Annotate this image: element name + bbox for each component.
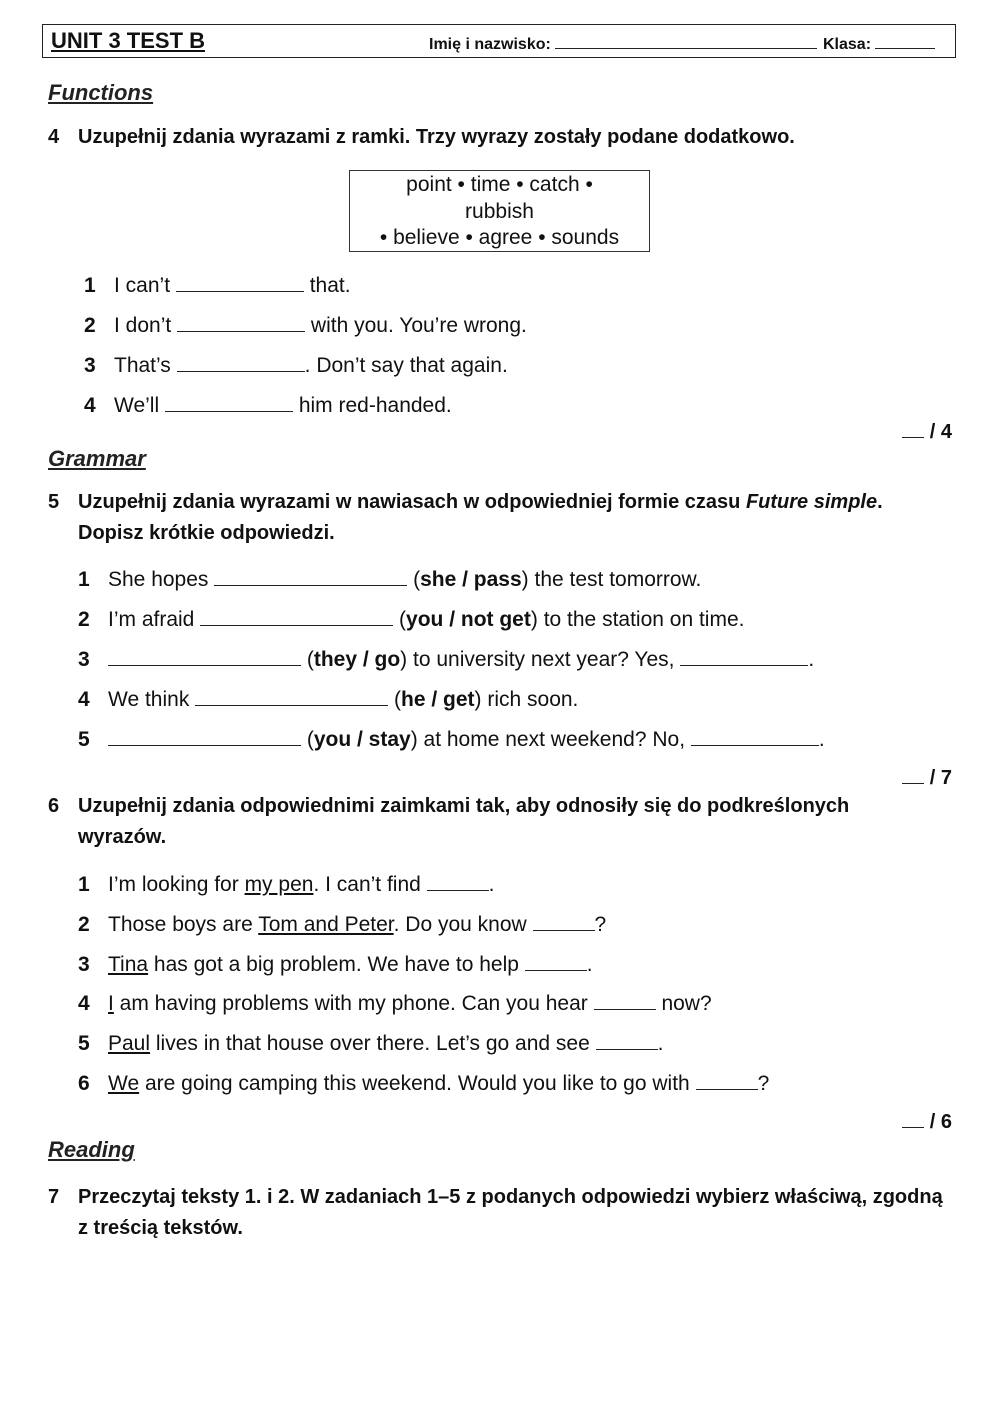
item-text: . Do you know [393, 913, 527, 936]
instruction-text: Uzupełnij zdania odpowiednimi zaimkami tak, aby odnosiły się do podkreślonych wyrazów. [78, 795, 850, 848]
item-text: . [657, 1032, 664, 1055]
pronoun-blank[interactable] [594, 991, 656, 1010]
item-text: I don’t [114, 314, 172, 337]
answer-blank[interactable] [214, 567, 407, 586]
verb-hint: they / go [313, 648, 401, 671]
item-text: We think [108, 688, 190, 711]
item-text: I can’t [114, 274, 171, 297]
item-number: 1 [78, 568, 90, 591]
section-functions: Functions [48, 80, 154, 105]
item-text: I’m afraid [108, 608, 195, 631]
item-text: that. [309, 274, 351, 297]
class-line[interactable] [875, 34, 935, 49]
short-answer-blank[interactable] [680, 647, 808, 666]
short-answer-blank[interactable] [691, 727, 819, 746]
task6-item-2 [78, 912, 606, 937]
answer-blank[interactable] [200, 607, 393, 626]
item-text: ? [594, 913, 607, 936]
task5-item-2: 2 I’m afraid (you / not get) to the station on time. [78, 608, 745, 631]
item-number: 3 [78, 648, 90, 671]
item-text: are going camping this weekend. Would you like to go with [139, 1072, 690, 1095]
word-box-line: point • time • catch • [406, 173, 593, 196]
name-label: Imię i nazwisko: [429, 36, 551, 53]
item-number: 2 [78, 913, 90, 936]
item-text: We’ll [114, 394, 160, 417]
answer-blank[interactable] [177, 353, 305, 372]
underlined-referent: Tina [108, 953, 149, 976]
name-field[interactable] [429, 34, 817, 54]
score-max: / 7 [929, 767, 952, 789]
item-text: . I can’t find [313, 873, 421, 896]
underlined-referent: Tom and Peter [258, 913, 394, 936]
item-text: Those boys are [108, 913, 259, 936]
item-text: rich soon. [487, 688, 579, 711]
answer-blank[interactable] [108, 647, 301, 666]
underlined-referent: I [108, 992, 114, 1015]
item-number: 1 [84, 274, 96, 297]
task5-item-3: 3 (they / go) to university next year? Yes, . [78, 648, 815, 671]
task4-item-1 [84, 273, 351, 298]
task4-item-4 [84, 393, 452, 418]
task-number: 5 [48, 491, 60, 513]
answer-blank[interactable] [165, 393, 293, 412]
instruction-part: . Dopisz krótkie odpowiedzi. [78, 491, 883, 544]
item-text: has got a big problem. We have to help [148, 953, 519, 976]
task6-item-3 [78, 952, 593, 977]
verb-hint: you / not get [406, 608, 531, 631]
pronoun-blank[interactable] [533, 912, 595, 931]
item-number: 4 [84, 394, 96, 417]
instruction-italic: Future simple [745, 491, 878, 513]
item-number: 4 [78, 688, 90, 711]
item-text: lives in that house over there. Let’s go and see [150, 1032, 590, 1055]
item-text: ? [757, 1072, 770, 1095]
test-title: UNIT 3 TEST B [51, 28, 206, 53]
item-text: I’m looking for [108, 873, 245, 896]
instruction-part: Uzupełnij zdania wyrazami w nawiasach w odpowiedniej formie czasu [78, 491, 746, 513]
task6-item-5 [78, 1031, 663, 1056]
item-text: the test tomorrow. [534, 568, 702, 591]
pronoun-blank[interactable] [427, 872, 489, 891]
item-text: . Don’t say that again. [304, 354, 508, 377]
instruction-text: Przeczytaj teksty 1. i 2. W zadaniach 1–5 z podanych odpowiedzi wybierz właściwą, zgodną z treścią tekstów. [78, 1186, 943, 1239]
item-number: 5 [78, 728, 90, 751]
class-field[interactable] [823, 34, 935, 54]
instruction-text [78, 487, 898, 549]
task-number: 6 [48, 795, 60, 817]
answer-blank[interactable] [108, 727, 301, 746]
task-7-instruction [48, 1182, 958, 1244]
word-box-line: • believe • agree • sounds [379, 226, 620, 249]
name-line[interactable] [555, 34, 817, 49]
task-number: 4 [48, 126, 60, 148]
underlined-referent: We [108, 1072, 140, 1095]
item-text: She hopes [108, 568, 209, 591]
item-number: 3 [84, 354, 96, 377]
task4-item-2 [84, 313, 527, 338]
item-number: 2 [84, 314, 96, 337]
item-text: . [586, 953, 593, 976]
answer-blank[interactable] [176, 273, 304, 292]
item-text: now? [655, 992, 712, 1015]
task6-item-1 [78, 872, 495, 897]
score-blank[interactable] [902, 423, 924, 438]
instruction-text: Uzupełnij zdania wyrazami z ramki. Trzy wyrazy zostały podane dodatkowo. [78, 126, 795, 148]
score-task-6 [902, 1111, 952, 1134]
task4-item-3 [84, 353, 508, 378]
verb-hint: he / get [401, 688, 475, 711]
item-text: That’s [114, 354, 171, 377]
score-task-4 [902, 421, 952, 444]
item-text: . [488, 873, 495, 896]
task5-item-1: 1 She hopes (she / pass) the test tomorrow. [78, 568, 702, 591]
class-label: Klasa: [823, 36, 872, 53]
task5-item-4: 4 We think (he / get) rich soon. [78, 688, 579, 711]
item-number: 3 [78, 953, 90, 976]
score-max: / 4 [929, 421, 952, 443]
item-text: to university next year? Yes, [413, 648, 675, 671]
item-text: with you. You’re wrong. [310, 314, 527, 337]
item-text: to the station on time. [543, 608, 745, 631]
task-5-instruction [48, 487, 898, 549]
verb-hint: you / stay [313, 728, 411, 751]
answer-blank[interactable] [177, 313, 305, 332]
answer-blank[interactable] [195, 687, 388, 706]
item-text: am having problems with my phone. Can you hear [113, 992, 588, 1015]
section-reading: Reading [48, 1137, 135, 1162]
header-box [42, 24, 956, 58]
task-number: 7 [48, 1186, 60, 1208]
task6-item-6 [78, 1071, 769, 1096]
task-4-instruction [48, 122, 948, 153]
item-number: 1 [78, 873, 90, 896]
score-task-5 [902, 767, 952, 790]
score-blank[interactable] [902, 769, 924, 784]
item-number: 6 [78, 1072, 90, 1095]
pronoun-blank[interactable] [525, 952, 587, 971]
word-box [349, 170, 650, 252]
item-text: at home next weekend? No, [423, 728, 686, 751]
verb-hint: she / pass [420, 568, 522, 591]
word-box-line: rubbish [465, 199, 534, 223]
task-6-instruction [48, 791, 928, 853]
section-grammar: Grammar [48, 446, 146, 471]
item-number: 2 [78, 608, 90, 631]
pronoun-blank[interactable] [596, 1031, 658, 1050]
item-number: 5 [78, 1032, 90, 1055]
task5-item-5: 5 (you / stay) at home next weekend? No, . [78, 728, 825, 751]
underlined-referent: Paul [108, 1032, 151, 1055]
item-number: 4 [78, 992, 90, 1015]
score-max: / 6 [929, 1111, 952, 1133]
pronoun-blank[interactable] [696, 1071, 758, 1090]
task6-item-4 [78, 991, 712, 1016]
score-blank[interactable] [902, 1113, 924, 1128]
underlined-referent: my pen [244, 873, 314, 896]
item-text: him red-handed. [298, 394, 452, 417]
